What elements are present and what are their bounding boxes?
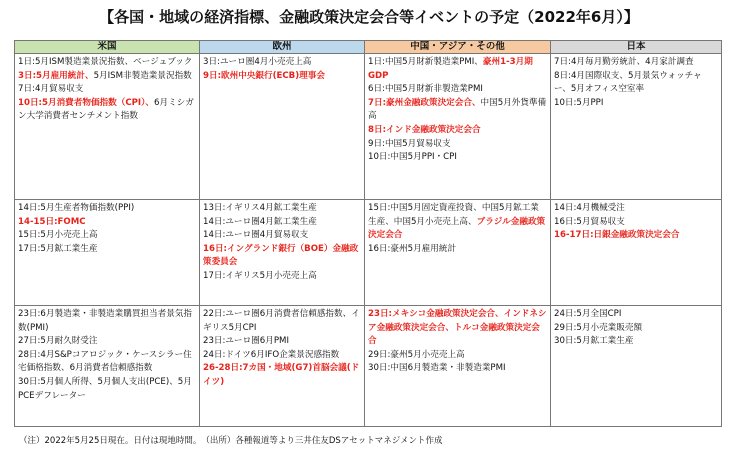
- highlighted-event: 9日:欧州中央銀行(ECB)理事会: [203, 70, 325, 81]
- event-item: 16日:豪州5月雇用統計: [368, 243, 457, 254]
- column-header-japan: 日本: [551, 41, 722, 54]
- highlighted-event: 3日:5月雇用統計、: [18, 70, 94, 81]
- highlighted-event: 14-15日:FOMC: [18, 216, 86, 227]
- event-item: 14日:ユーロ圏4月鉱工業生産: [203, 216, 317, 227]
- event-item: 6月ミシガン大学消費者センチメント指数: [18, 97, 194, 122]
- event-item: 30日:5月鉱工業生産: [554, 336, 634, 347]
- event-item: 5月ISM非製造業景況指数: [93, 70, 192, 81]
- highlighted-event: 23日:メキシコ金融政策決定会合、インドネシア金融政策決定会合、トルコ金融政策決定会合: [368, 309, 547, 347]
- highlighted-event: 10日:5月消費者物価指数（CPI）、: [18, 97, 155, 108]
- event-item: 7日:4月毎月勤労統計、4月家計調査: [554, 57, 694, 67]
- event-item: 24日:ドイツ6月IFO企業景況感指数: [203, 349, 340, 360]
- event-item: 22日:ユーロ圏6月消費者信頼感指数、イギリス5月CPI: [203, 309, 360, 333]
- event-item: 23日:ユーロ圏6月PMI: [203, 336, 289, 347]
- event-item: 13日:イギリス4月鉱工業生産: [203, 203, 317, 213]
- event-item: 15日:中国5月固定資産投資、中国5月鉱工業生産、中国5月小売売上高、: [368, 203, 539, 227]
- highlighted-event: 8日:インド金融政策決定会合: [368, 124, 481, 135]
- highlighted-event: 7日:豪州金融政策決定会合、: [368, 97, 481, 108]
- cell-us: [15, 306, 200, 427]
- table-row: [15, 200, 722, 306]
- event-item: 中国5月外貨準備高: [368, 97, 547, 122]
- cell-europe: [200, 306, 365, 427]
- event-item: 8日:4月国際収支、5月景気ウォッチャー、5月オフィス空室率: [554, 70, 702, 95]
- cell-us: [15, 54, 200, 200]
- cell-japan: [551, 54, 722, 200]
- highlighted-event: 26-28日:7カ国・地域(G7)首脳会議(ドイツ): [203, 363, 360, 387]
- cell-japan: [551, 200, 722, 306]
- column-header-china-asia-other: 中国・アジア・その他: [365, 41, 551, 54]
- header-row: [15, 41, 722, 54]
- footnote: （注）2022年5月25日現在。日付は現地時間。 （出所）各種報道等より三井住友DSアセットマネジメント作成: [19, 436, 443, 446]
- page-title: 【各国・地域の経済指標、金融政策決定会合等イベントの予定（2022年6月）】: [99, 8, 639, 26]
- table-row: [15, 306, 722, 427]
- event-item: 7日:4月貿易収支: [18, 84, 84, 95]
- cell-china-asia-other: [365, 54, 551, 200]
- event-item: 15日:5月小売売上高: [18, 230, 98, 241]
- cell-china-asia-other: [365, 200, 551, 306]
- event-item: 17日:イギリス5月小売売上高: [203, 270, 317, 281]
- event-item: 10日:5月PPI: [554, 97, 604, 108]
- event-item: 14日:4月機械受注: [554, 203, 625, 213]
- highlighted-event: 16日:イングランド銀行（BOE）金融政策委員会: [203, 243, 359, 268]
- event-item: 14日:ユーロ圏4月貿易収支: [203, 230, 309, 241]
- cell-japan: [551, 306, 722, 427]
- event-item: 16日:5月貿易収支: [554, 216, 625, 227]
- event-item: 29日:豪州5月小売売上高: [368, 349, 465, 360]
- event-item: 10日:中国5月PPI・CPI: [368, 152, 457, 163]
- column-header-europe: 欧州: [200, 41, 365, 54]
- highlighted-event: 豪州1-3月期GDP: [368, 57, 533, 81]
- event-item: 30日:5月個人所得、5月個人支出(PCE)、5月PCEデフレーター: [18, 376, 192, 401]
- cell-europe: [200, 200, 365, 306]
- event-item: 1日:中国5月財新製造業PMI、: [368, 57, 483, 67]
- event-item: 23日:6月製造業・非製造業購買担当者景気指数(PMI): [18, 309, 192, 333]
- highlighted-event: ブラジル金融政策決定会合: [368, 216, 546, 241]
- event-item: 17日:5月鉱工業生産: [18, 243, 98, 254]
- cell-us: [15, 200, 200, 306]
- cell-europe: [200, 54, 365, 200]
- event-item: 28日:4月S&Pコアロジック・ケースシラー住宅価格指数、6月消費者信頼感指数: [18, 349, 192, 374]
- event-item: 1日:5月ISM製造業景況指数、ベージュブック: [18, 57, 193, 67]
- event-item: 24日:5月全国CPI: [554, 309, 622, 319]
- event-item: 30日:中国6月製造業・非製造業PMI: [368, 363, 506, 374]
- event-item: 14日:5月生産者物価指数(PPI): [18, 203, 135, 213]
- event-item: 3日:ユーロ圏4月小売売上高: [203, 57, 312, 67]
- event-item: 9日:中国5月貿易収支: [368, 138, 451, 149]
- event-item: 27日:5月耐久財受注: [18, 336, 98, 347]
- table-row: [15, 54, 722, 200]
- event-item: 29日:5月小売業販売額: [554, 322, 643, 333]
- schedule-table: [14, 40, 722, 427]
- cell-china-asia-other: [365, 306, 551, 427]
- event-item: 6日:中国5月財新非製造業PMI: [368, 84, 483, 95]
- column-header-us: 米国: [15, 41, 200, 54]
- highlighted-event: 16-17日:日銀金融政策決定会合: [554, 230, 680, 241]
